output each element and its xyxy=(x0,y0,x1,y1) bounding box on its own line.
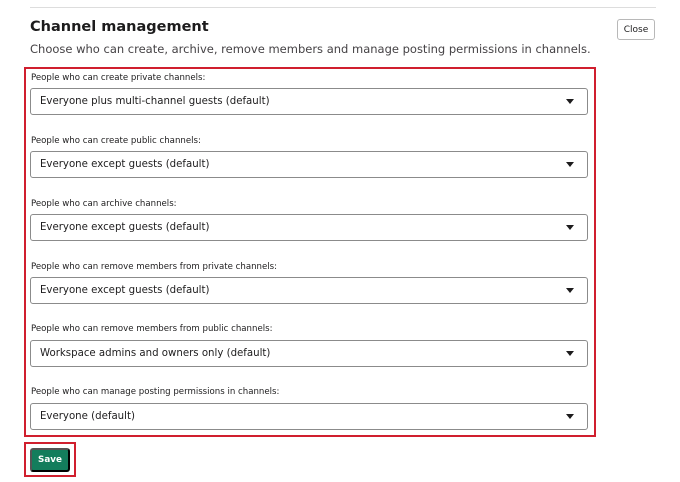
create-public-channels-label: People who can create public channels: xyxy=(31,136,201,146)
remove-members-private-select[interactable] xyxy=(30,277,588,304)
select-value: Everyone except guests (default) xyxy=(40,222,210,233)
create-private-channels-label: People who can create private channels: xyxy=(31,73,206,83)
section-description: Choose who can create, archive, remove members and manage posting permissions in channels. xyxy=(30,42,591,56)
create-public-channels-select[interactable] xyxy=(30,151,588,178)
select-value: Everyone plus multi-channel guests (default) xyxy=(40,96,270,107)
posting-permissions-select[interactable] xyxy=(30,403,588,430)
save-button[interactable]: Save xyxy=(30,448,70,472)
caret-down-icon xyxy=(566,288,574,293)
select-value: Everyone (default) xyxy=(40,411,135,422)
top-divider xyxy=(30,7,656,8)
remove-members-public-label: People who can remove members from public channels: xyxy=(31,324,273,334)
caret-down-icon xyxy=(566,99,574,104)
archive-channels-label: People who can archive channels: xyxy=(31,199,177,209)
posting-permissions-label: People who can manage posting permissions in channels: xyxy=(31,387,280,397)
remove-members-public-select[interactable] xyxy=(30,340,588,367)
select-value: Everyone except guests (default) xyxy=(40,285,210,296)
create-private-channels-select[interactable] xyxy=(30,88,588,115)
remove-members-private-label: People who can remove members from private channels: xyxy=(31,262,278,272)
archive-channels-select[interactable] xyxy=(30,214,588,241)
select-value: Workspace admins and owners only (default) xyxy=(40,348,271,359)
permissions-highlight-box xyxy=(24,67,596,437)
caret-down-icon xyxy=(566,351,574,356)
select-value: Everyone except guests (default) xyxy=(40,159,210,170)
caret-down-icon xyxy=(566,162,574,167)
caret-down-icon xyxy=(566,225,574,230)
section-title: Channel management xyxy=(30,19,209,35)
caret-down-icon xyxy=(566,414,574,419)
close-button[interactable]: Close xyxy=(617,19,655,40)
